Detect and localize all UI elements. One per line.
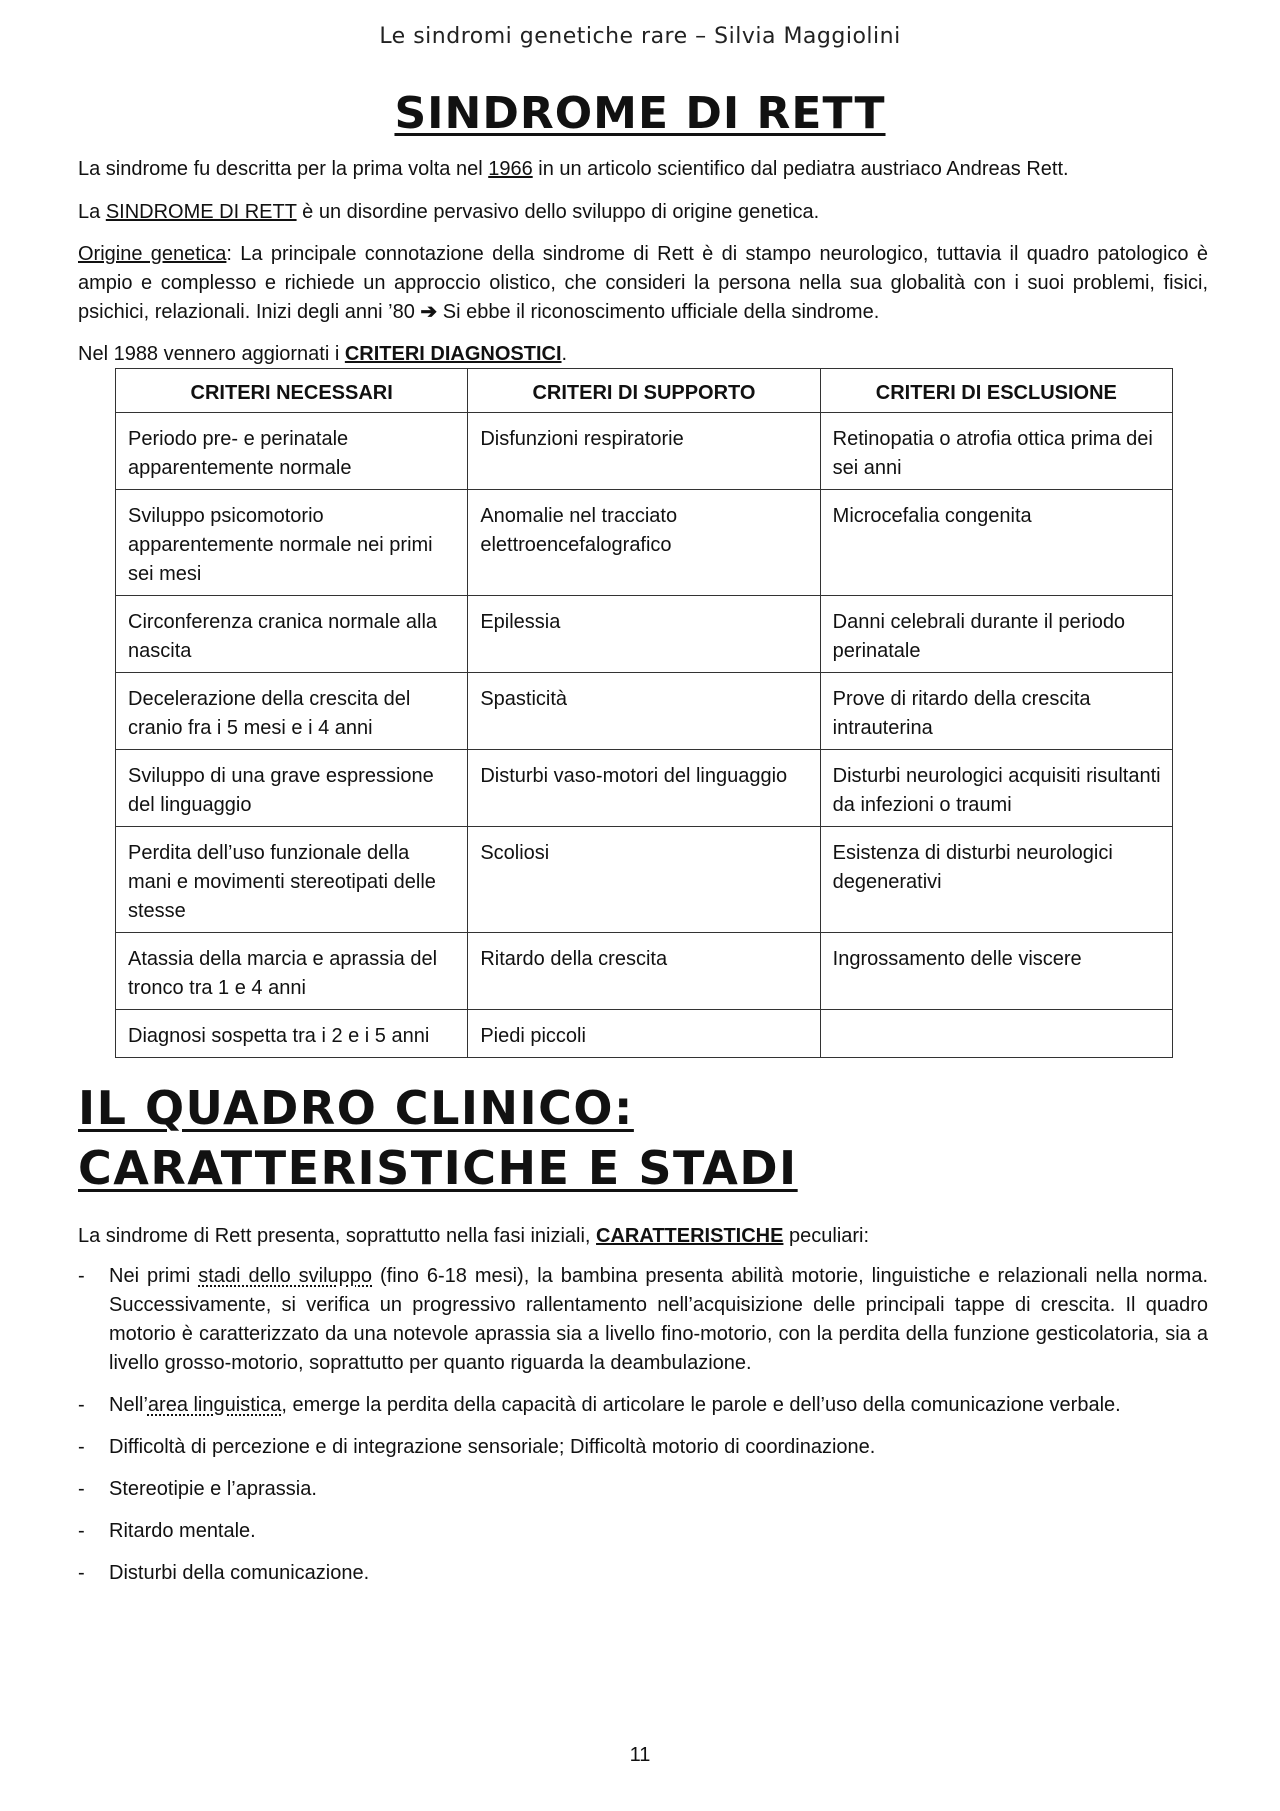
column-header-esclusione: CRITERI DI ESCLUSIONE <box>820 369 1172 413</box>
term-caratteristiche: CARATTERISTICHE <box>596 1225 784 1247</box>
table-cell: Disturbi vaso-motori del linguaggio <box>468 750 820 827</box>
table-cell: Esistenza di disturbi neurologici degenerativi <box>820 827 1172 933</box>
text-span: Difficoltà di percezione e di integrazione sensoriale; Difficoltà motorio di coordinazione. <box>109 1436 876 1458</box>
table-cell: Ritardo della crescita <box>468 933 820 1010</box>
label-origine-genetica: Origine genetica <box>78 243 227 265</box>
table-row <box>116 413 1173 490</box>
paragraph-definition <box>78 198 1208 227</box>
list-item <box>78 1475 1208 1504</box>
list-item <box>78 1559 1208 1588</box>
table-row <box>116 933 1173 1010</box>
table-cell: Circonferenza cranica normale alla nascita <box>116 596 468 673</box>
table-cell: Diagnosi sospetta tra i 2 e i 5 anni <box>116 1010 468 1058</box>
section-title-rett: SINDROME DI RETT <box>394 88 886 139</box>
table-cell: Piedi piccoli <box>468 1010 820 1058</box>
text-span: Nel 1988 vennero aggiornati i <box>78 343 345 365</box>
term-stadi-sviluppo: stadi dello sviluppo <box>198 1265 373 1287</box>
table-row <box>116 827 1173 933</box>
table-cell: Perdita dell’uso funzionale della mani e movimenti stereotipati delle stesse <box>116 827 468 933</box>
text-span: (fino 6-18 mesi), la bambina presenta abilità motorie, linguistiche e relazionali nella norma. Successivamente, si verifica un progressivo rallentamento nell’acquisizione delle principali tappe di crescita. Il quadro motorio è caratterizzato da una notevole aprassia sia a livello fino-motorio, con la perdita della funzione gesticolatoria, sia a livello grosso-motorio, soprattutto per quanto riguarda la deambulazione. <box>109 1265 1208 1374</box>
table-cell: Spasticità <box>468 673 820 750</box>
paragraph-caratteristiche-intro <box>78 1222 1208 1251</box>
table-cell: Danni celebrali durante il periodo perinatale <box>820 596 1172 673</box>
dash-bullet: - <box>78 1265 85 1287</box>
list-item <box>78 1262 1208 1378</box>
text-span: è un disordine pervasivo dello sviluppo di origine genetica. <box>296 201 820 223</box>
dash-bullet: - <box>78 1394 85 1416</box>
characteristics-list <box>78 1262 1208 1601</box>
table-cell: Periodo pre- e perinatale apparentemente normale <box>116 413 468 490</box>
section-title-quadro-clinico: IL QUADRO CLINICO: CARATTERISTICHE E STADI <box>78 1081 798 1195</box>
table-row <box>116 490 1173 596</box>
table-cell: Sviluppo di una grave espressione del linguaggio <box>116 750 468 827</box>
term-area-linguistica: area linguistica <box>147 1394 282 1416</box>
running-header: Le sindromi genetiche rare – Silvia Maggiolini <box>379 24 901 49</box>
text-span: : La principale connotazione della sindrome di Rett è di stampo neurologico, tuttavia il quadro patologico è ampio e complesso e richiede un approccio olistico, che consideri la persona nella sua globalità con i suoi problemi, fisici, psichici, relazionali. Inizi degli anni ’80 <box>78 243 1208 323</box>
text-span: in un articolo scientifico dal pediatra austriaco Andreas Rett. <box>532 158 1069 180</box>
text-span: Si ebbe il riconoscimento ufficiale della sindrome. <box>437 301 880 323</box>
year-1966: 1966 <box>488 158 533 180</box>
table-cell: Scoliosi <box>468 827 820 933</box>
paragraph-origine-genetica <box>78 240 1208 327</box>
table-cell: Microcefalia congenita <box>820 490 1172 596</box>
list-item <box>78 1517 1208 1546</box>
table-cell: Atassia della marcia e aprassia del tronco tra 1 e 4 anni <box>116 933 468 1010</box>
paragraph-criteri <box>78 340 1208 369</box>
text-span: . <box>561 343 568 365</box>
text-span: , emerge la perdita della capacità di articolare le parole e dell’uso della comunicazione verbale. <box>281 1394 1121 1416</box>
arrow-right-icon: ➔ <box>420 301 438 323</box>
dash-bullet: - <box>78 1562 85 1584</box>
paragraph-history <box>78 155 1208 184</box>
text-span: La sindrome fu descritta per la prima volta nel <box>78 158 489 180</box>
text-span: peculiari: <box>783 1225 870 1247</box>
text-span: Nei primi <box>109 1265 199 1287</box>
table-cell: Ingrossamento delle viscere <box>820 933 1172 1010</box>
table-cell: Disturbi neurologici acquisiti risultanti da infezioni o traumi <box>820 750 1172 827</box>
text-span: Nell’ <box>109 1394 148 1416</box>
text-span: La sindrome di Rett presenta, soprattutto nella fasi iniziali, <box>78 1225 597 1247</box>
list-item <box>78 1391 1208 1420</box>
dash-bullet: - <box>78 1478 85 1500</box>
column-header-supporto: CRITERI DI SUPPORTO <box>468 369 820 413</box>
diagnostic-criteria-table <box>115 368 1173 1058</box>
table-cell <box>820 1010 1172 1058</box>
table-header-row <box>116 369 1173 413</box>
table-cell: Decelerazione della crescita del cranio fra i 5 mesi e i 4 anni <box>116 673 468 750</box>
table-cell: Epilessia <box>468 596 820 673</box>
page-number: 11 <box>629 1744 651 1766</box>
text-span: Ritardo mentale. <box>109 1520 256 1542</box>
text-span: Stereotipie e l’aprassia. <box>109 1478 317 1500</box>
column-header-necessari: CRITERI NECESSARI <box>116 369 468 413</box>
table-cell: Retinopatia o atrofia ottica prima dei sei anni <box>820 413 1172 490</box>
table-row <box>116 673 1173 750</box>
table-row <box>116 596 1173 673</box>
table-cell: Anomalie nel tracciato elettroencefalografico <box>468 490 820 596</box>
table-row <box>116 750 1173 827</box>
text-span: Disturbi della comunicazione. <box>109 1562 370 1584</box>
table-row <box>116 1010 1173 1058</box>
table-cell: Prove di ritardo della crescita intrauterina <box>820 673 1172 750</box>
term-sindrome-di-rett: SINDROME DI RETT <box>105 201 297 223</box>
table-cell: Sviluppo psicomotorio apparentemente normale nei primi sei mesi <box>116 490 468 596</box>
dash-bullet: - <box>78 1436 85 1458</box>
dash-bullet: - <box>78 1520 85 1542</box>
list-item <box>78 1433 1208 1462</box>
term-criteri-diagnostici: CRITERI DIAGNOSTICI <box>344 343 562 365</box>
text-span: La <box>78 201 106 223</box>
table-cell: Disfunzioni respiratorie <box>468 413 820 490</box>
